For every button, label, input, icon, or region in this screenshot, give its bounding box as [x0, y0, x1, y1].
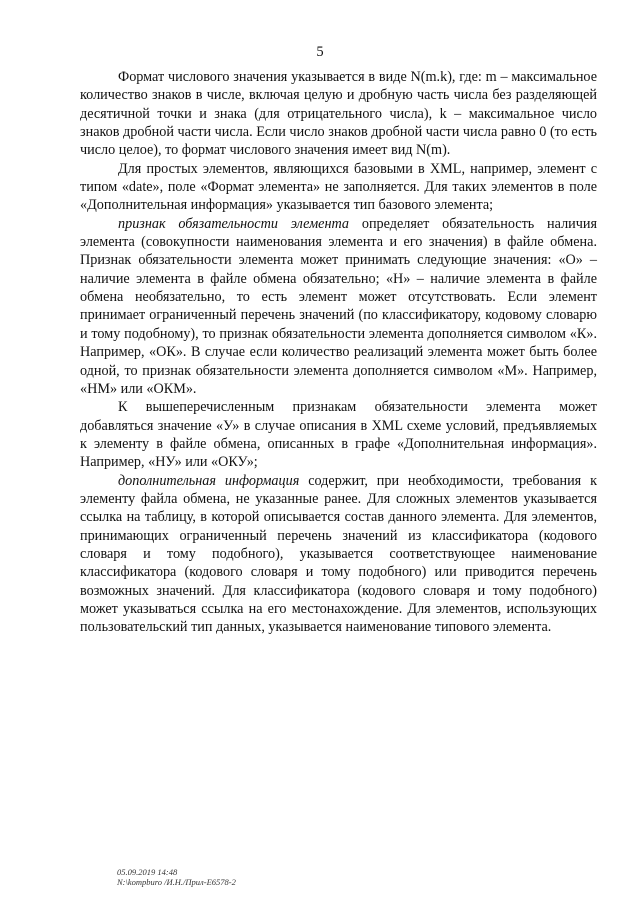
footer-file-path: N:\kompburo /И.Н./Прил-Е6578-2 — [117, 877, 236, 887]
paragraph-mandatory-flag — [80, 215, 597, 398]
paragraph-condition-flag: К вышеперечисленным признакам обязательности элемента может добавляться значение «У» в случае описания в XML схеме условий, предъявляемых к элементу в файле обмена, описанных в графе «Дополнительная информация». Например, «НУ» или «ОКУ»; — [80, 399, 597, 471]
term-additional-info: дополнительная информация — [118, 472, 300, 489]
paragraph-simple-elements: Для простых элементов, являющихся базовыми в XML, например, элемент с типом «date», поле «Формат элемента» не заполняется. Для таких элементов в поле «Дополнительная информация» указывается тип базового элемента; — [80, 160, 597, 214]
page-number: 5 — [316, 44, 324, 60]
paragraph-additional-info — [80, 472, 597, 637]
paragraph-mandatory-flag-text: определяет обязательность наличия элемента (совокупности наименования элемента и его значения) в файле обмена. Признак обязательности элемента может принимать следующие значения: «О» – наличие элемента в файле обмена обязательно; «Н» – наличие элемента в файле обмена необязательно, то есть элемент может отсутствовать. Если элемент принимает ограниченный перечень значений (по классификатору, кодовому словарю и тому подобному), то признак обязательности элемента дополняется символом «К». Например, «ОК». В случае если количество реализаций элемента может быть более одной, то признак обязательности элемента дополняется символом «М». Например, «НМ» или «ОКМ». — [80, 215, 597, 397]
paragraph-additional-info-text: содержит, при необходимости, требования к элементу файла обмена, не указанные ранее. Для сложных элементов указывается ссылка на таблицу, в которой описывается состав данного элемента. Для элементов, принимающих ограниченный перечень значений из классификатора (кодового словаря и тому подобного), указывается соответствующее наименование классификатора (кодового словаря и тому подобного) или приводится перечень возможных значений. Для классификатора (кодового словаря и тому подобного) может указываться ссылка на его местонахождение. Для элементов, использующих пользовательский тип данных, указывается наименование типового элемента. — [80, 472, 597, 636]
footer-stamp — [117, 867, 236, 887]
term-mandatory-flag: признак обязательности элемента — [118, 215, 350, 232]
footer-timestamp: 05.09.2019 14:48 — [117, 867, 178, 877]
paragraph-number-format: Формат числового значения указывается в виде N(m.k), где: m – максимальное количество знаков в числе, включая целую и дробную часть числа без разделяющей десятичной точки и знака (для отрицательного числа), k – максимальное число знаков дробной части числа. Если число знаков дробной части числа равно 0 (то есть число целое), то формат числового значения имеет вид N(m). — [80, 69, 597, 159]
body-text — [80, 68, 597, 637]
